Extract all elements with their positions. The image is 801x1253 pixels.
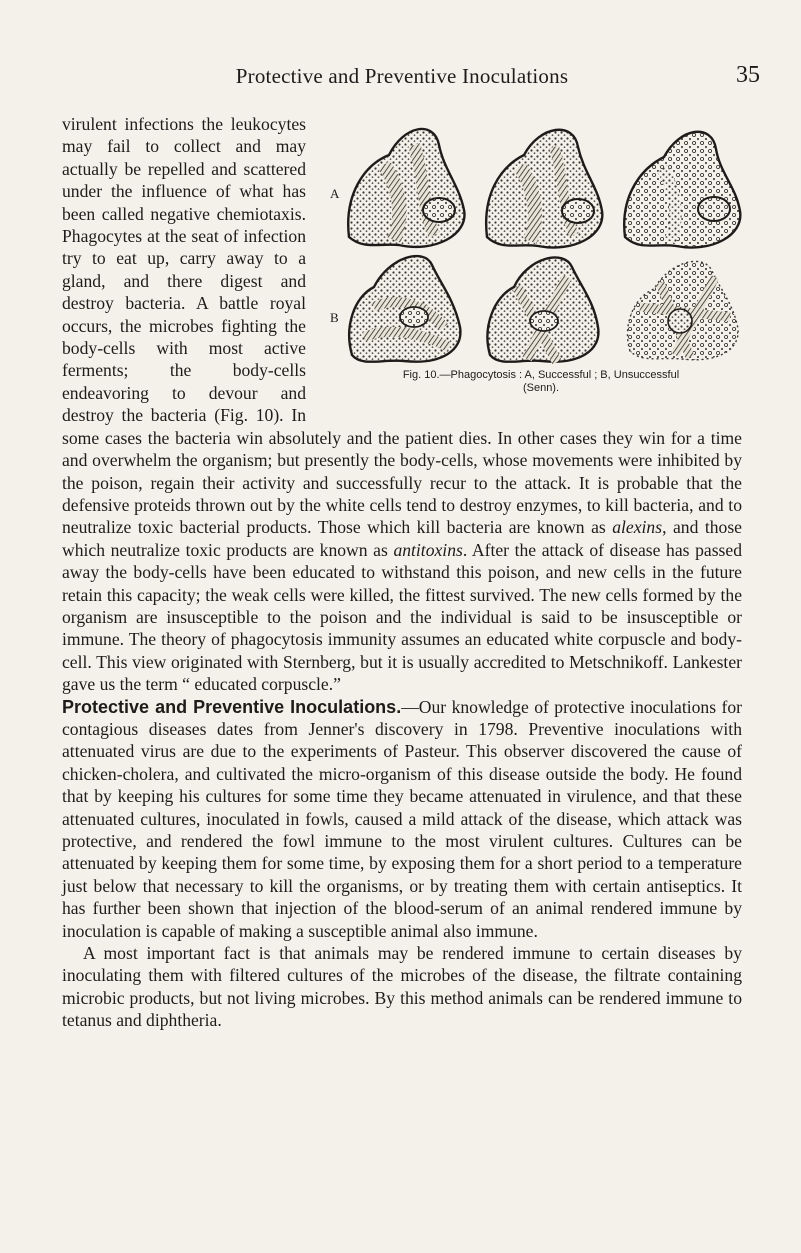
cell-a2 xyxy=(486,130,602,248)
paragraph-2 xyxy=(62,696,742,942)
caption-text: Fig. 10.—Phagocytosis : A, Successful ; B, Unsuccessful xyxy=(402,369,680,381)
term-antitoxins: antitoxins xyxy=(393,539,463,560)
cell-a3 xyxy=(624,132,740,248)
running-title: Protective and Preventive Inoculations xyxy=(235,64,569,88)
paragraph-3: A most important fact is that animals may be rendered immune to certain diseases by inoculating them with filtered cultures of the microbes of the disease, the filtrate containing microbic products, but not living microbes. By this method animals can be rendered immune to tetanus and diphtheria. xyxy=(62,943,742,1031)
cell-b1 xyxy=(349,256,460,362)
body-text xyxy=(62,113,742,1032)
paragraph-2-text: —Our knowledge of protective inoculations for contagious diseases dates from Jenner's discovery in 1798. Preventive inoculations with attenuated virus are due to the experiments of Pasteur. This observer discovered the cause of chicken-cholera, and cultivated the micro-organism of this disease outside the body. He found that by keeping his cultures for some time they became attenuated in virulence, and that these attenuated cultures, inoculated in fowls, caused a mild attack of the disease, which attack was protective, and rendered the fowl immune to the most virulent cultures. Cultures can be attenuated by keeping them for some time, by exposing them for a short period to a temperature just below that necessary to kill the organisms, or by treating them with certain antiseptics. It has further been shown that injection of the blood-serum of an animal rendered immune by inoculation is capable of making a susceptible animal also immune. xyxy=(62,696,743,941)
figure-caption xyxy=(326,369,756,395)
figure-10 xyxy=(314,121,750,405)
phagocytosis-illustration xyxy=(314,121,750,405)
cell-a1 xyxy=(348,129,464,247)
book-page xyxy=(62,0,760,1253)
cell-b3 xyxy=(627,261,738,359)
row-label-a: A xyxy=(330,186,340,201)
cell-b2 xyxy=(487,257,598,362)
term-alexins: alexins xyxy=(612,517,663,538)
paragraph-1-text-b: , and those which neutralize toxic products are known as xyxy=(62,517,742,560)
paragraph-1-text-c: . After the attack of disease has passed away the body-cells have been educated to withstand this poison, and new cells in the future retain this capacity; the weak cells were killed, the fittest survived. The new cells formed by the organism are insusceptible to the poison and the individual is said to be insusceptible or immune. The theory of phagocytosis immunity assumes an educated white corpuscle and body-cell. This view originated with Sternberg, but it is usually accredited to Metschnikoff. Lankester gave us the term “ educated corpuscle.” xyxy=(62,539,742,695)
paragraph-1-text-a: virulent infections the leukocytes may fail to collect and may actually be repelled and scattered under the influence of what has been called negative chemiotaxis. Phagocytes at the seat of infection try to eat up, carry away to a gland, and there digest and destroy bacteria. A battle royal occurs, the microbes fighting the body-cells with most active ferments; the body-cells endeavoring to devour and destroy the bacteria (Fig. 10). In some cases the bacteria win absolutely and the patient dies. In other cases they win for a time and overwhelm the organism; but presently the body-cells, whose movements were inhibited by the poison, regain their activity and successfully recur to the attack. It is probable that the defensive proteids thrown out by the white cells tend to destroy enzymes, to kill bacteria, and to neutralize toxic bacterial products. Those which kill bacteria are known as xyxy=(62,114,742,538)
page-number: 35 xyxy=(736,62,760,88)
section-heading: Protective and Preventive Inoculations. xyxy=(62,696,402,717)
caption-credit: (Senn). xyxy=(522,382,560,394)
row-label-b: B xyxy=(330,310,339,325)
